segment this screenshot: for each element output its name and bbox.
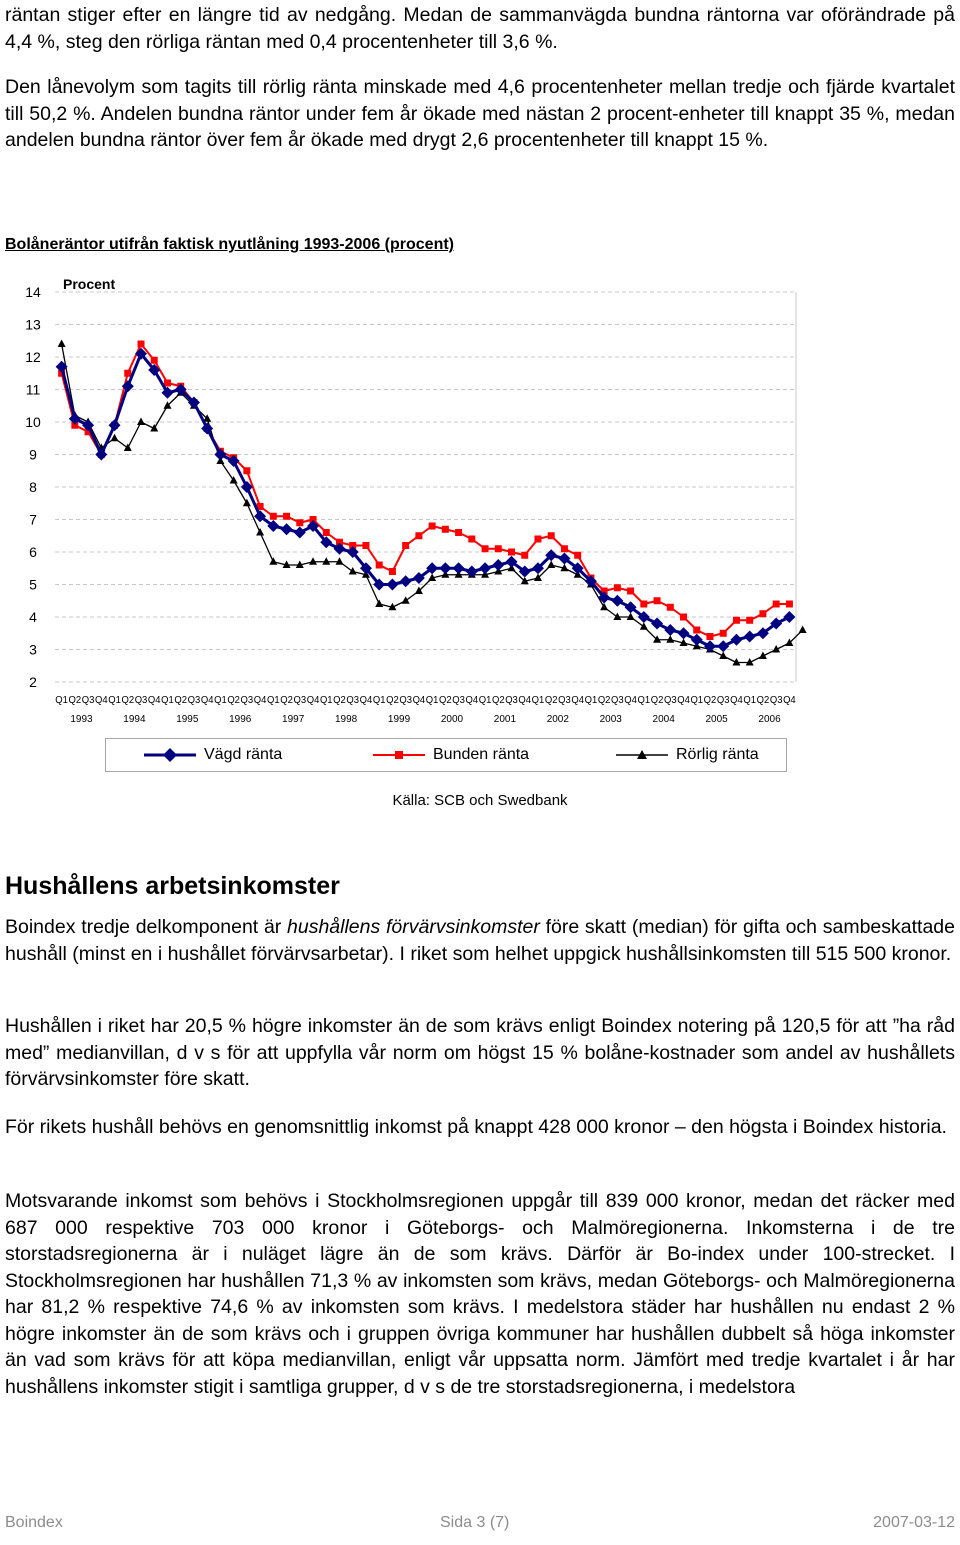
chart-title: Bolåneräntor utifrån faktisk nyutlåning 1993-2006 (procent) [5,236,454,253]
data-point [640,622,648,630]
x-tick-year: 2004 [652,714,675,725]
x-axis-years [70,714,781,725]
data-point [281,523,293,535]
data-point [574,552,581,559]
data-point [744,631,756,643]
x-tick-quarter: Q4 [147,695,161,706]
data-point [640,601,647,608]
data-point [439,562,451,574]
data-point [492,559,504,571]
x-tick-quarter: Q3 [240,695,254,706]
series-square [58,341,793,641]
x-tick-quarter: Q3 [663,695,678,706]
y-tick-label: 11 [25,381,41,398]
x-tick-quarter: Q4 [253,695,267,706]
y-tick-label: 4 [29,609,37,625]
data-point [442,526,449,533]
x-tick-quarter: Q3 [81,695,95,706]
x-tick-quarter: Q1 [531,695,545,706]
x-tick-quarter: Q2 [280,695,294,706]
data-point [547,561,555,569]
data-point [335,557,343,565]
section-paragraph-1-emphasis: hushållens förvärvsinkomster [287,916,540,938]
x-tick-quarter: Q4 [306,695,320,706]
x-tick-quarter: Q3 [187,695,201,706]
x-tick-quarter: Q1 [584,695,598,706]
y-tick-label: 13 [25,316,41,333]
data-point [309,557,317,565]
data-point [402,596,410,604]
data-point [375,600,383,608]
x-tick-quarter: Q4 [94,695,109,706]
data-point [270,513,277,520]
x-tick-quarter: Q3 [716,695,730,706]
x-tick-year: 1996 [229,714,252,725]
x-tick-year: 1998 [334,714,358,725]
data-point [333,543,345,555]
data-point [415,532,422,539]
y-tick-label: 6 [29,544,37,560]
data-point [706,633,713,640]
data-point [786,601,793,608]
section-paragraph-1 [5,914,955,967]
x-tick-quarter: Q2 [68,695,82,706]
x-tick-quarter: Q2 [544,695,558,706]
data-point [613,613,621,621]
x-tick-quarter: Q2 [121,695,135,706]
data-point [243,467,250,474]
y-tick-label: 8 [29,479,37,495]
x-tick-year: 2001 [493,714,517,725]
x-tick-quarter: Q3 [558,695,572,706]
legend-item-fixed [373,739,529,771]
x-tick-quarter: Q1 [214,695,228,706]
legend-fixed-label: Bunden ränta [433,746,530,763]
data-point [400,575,412,587]
x-tick-quarter: Q2 [333,695,347,706]
data-point [453,562,465,574]
data-point [322,557,330,565]
data-point [783,611,795,623]
x-tick-quarter: Q1 [637,695,651,706]
data-point [678,627,690,639]
footer-date: 2007-03-12 [873,1514,955,1531]
x-tick-quarter: Q3 [346,695,360,706]
data-point [402,542,409,549]
legend-weighted-label: Vägd ränta [204,746,283,763]
data-point [611,595,623,607]
x-tick-quarter: Q4 [624,695,638,706]
intro-paragraph-1: räntan stiger efter en längre tid av nedgång. Medan de sammanvägda bundna räntorna var oförändrade på 4,4 %, steg den rörliga räntan med 0,4 procentenheter till 3,6 %. [5,4,955,53]
series-line [62,354,790,647]
y-tick-label: 7 [29,511,37,528]
x-tick-quarter: Q1 [743,695,757,706]
data-point [799,626,807,634]
data-point [109,419,121,431]
x-tick-quarter: Q3 [769,695,783,706]
data-point [466,566,478,578]
data-point [521,552,528,559]
legend-weighted-swatch [144,745,196,765]
data-point [376,562,383,569]
data-point [468,536,475,543]
data-point [56,361,68,373]
section-paragraph-1-end: före skatt (median) för gifta och sambeskattade hushåll (minst en i hushållet förvärvsarbetar). I riket som helhet uppgick hushållsinkomsten till 515 500 kronor. [5,916,955,965]
legend-variable-label: Rörlig ränta [676,746,759,763]
data-point [693,627,700,634]
x-tick-quarter: Q2 [703,695,717,706]
y-tick-label: 9 [29,446,37,463]
data-point [482,545,489,552]
x-tick-quarter: Q1 [161,695,175,706]
series-diamond [56,348,796,653]
data-point [138,341,145,348]
chart-grid [55,292,796,682]
x-tick-quarter: Q4 [200,695,214,706]
data-point [386,579,398,591]
data-point [294,527,306,539]
x-tick-year: 2002 [546,714,569,725]
data-point [614,584,621,591]
interest-rate-chart [0,270,960,730]
x-tick-quarter: Q1 [372,695,386,706]
legend-item-weighted [144,739,282,771]
section-paragraph-1-start: Boindex tredje delkomponent är [5,916,288,938]
x-tick-quarter: Q4 [412,695,426,706]
intro-paragraph-2: Den lånevolym som tagits till rörlig ränta minskade med 4,6 procentenheter mellan tredje och fjärde kvartalet till 50,2 %. Andelen bundna räntor under fem år ökade med nästan 2 procent-enheter till knappt 35 %, medan andelen bundna räntor över fem år ökade med drygt 2,6 procentenheter till knappt 15 %. [5,76,955,151]
x-axis-quarters [55,695,796,706]
data-point [627,613,635,621]
x-tick-quarter: Q1 [108,695,122,706]
x-tick-quarter: Q2 [386,695,400,706]
y-tick-label: 2 [29,674,37,690]
y-axis-label: Procent [63,276,116,292]
legend-fixed-swatch [373,745,425,765]
data-point [733,617,740,624]
y-axis-ticks [25,284,41,690]
y-tick-label: 5 [29,576,37,593]
data-point [720,630,727,637]
footer-left: Boindex [5,1514,63,1531]
data-point [600,603,608,611]
x-tick-year: 1993 [70,714,93,725]
x-tick-quarter: Q3 [134,695,148,706]
chart-legend [105,738,787,772]
data-point [534,536,541,543]
x-tick-year: 2003 [599,714,622,725]
data-point [269,557,277,565]
x-tick-year: 2005 [705,714,728,725]
data-point [243,499,251,507]
x-tick-year: 1994 [123,714,146,725]
x-tick-year: 1995 [176,714,199,725]
x-tick-quarter: Q2 [756,695,770,706]
data-point [746,617,753,624]
data-point [717,640,729,652]
data-point [548,532,555,539]
data-point [69,413,81,425]
data-point [730,634,742,646]
x-tick-quarter: Q1 [690,695,704,706]
section-paragraph-4: Motsvarande inkomst som behövs i Stockholmsregionen uppgår till 839 000 kronor, medan det räcker med 687 000 respektive 703 000 kronor i Göteborgs- och Malmöregionerna. Inkomsterna i de tre storstadsregionerna är i nuläget lägre än de som krävs. Därför är Bo-index under 100-strecket. I Stockholmsregionen har hushållen 71,3 % av inkomsten som krävs, medan Göteborgs- och Malmöregionerna har 81,2 % respektive 74,6 % av inkomsten som krävs. I medelstora städer har hushållen nu endast 2 % högre inkomster än de som krävs och i gruppen övriga kommuner har hushållen dubbelt så höga inkomster än vad som krävs för att köpa medianvillan, enligt vår uppsatta norm. Jämfört med tredje kvartalet i år har hushållens inkomster stigit i samtliga grupper, d v s de tre storstadsregionerna, i medelstora [5,1190,955,1398]
x-tick-quarter: Q1 [425,695,439,706]
data-point [651,618,663,630]
x-tick-quarter: Q4 [783,695,797,706]
data-point [389,568,396,575]
data-point [680,614,687,621]
x-tick-quarter: Q4 [359,695,373,706]
x-tick-quarter: Q2 [597,695,611,706]
data-point [151,357,158,364]
section-paragraph-3: För rikets hushåll behövs en genomsnittlig inkomst på knappt 428 000 kronor – den högsta i Boindex historia. [5,1116,947,1138]
x-tick-quarter: Q4 [730,695,744,706]
y-tick-label: 3 [29,641,37,658]
data-point [495,545,502,552]
x-tick-quarter: Q2 [650,695,664,706]
data-point [164,380,171,387]
data-point [296,519,303,526]
x-tick-year: 2006 [758,714,781,725]
data-point [137,418,145,426]
x-tick-quarter: Q1 [55,695,69,706]
chart-source: Källa: SCB och Swedbank [392,792,568,809]
y-tick-label: 10 [25,414,41,430]
data-point [124,370,131,377]
data-point [664,624,676,636]
data-point [214,449,226,461]
data-point [362,542,369,549]
x-tick-quarter: Q2 [491,695,506,706]
data-point [256,528,264,536]
x-tick-year: 2000 [440,714,464,725]
data-point [691,634,703,646]
data-point [349,567,357,575]
section-heading: Hushållens arbetsinkomster [5,872,340,900]
data-point [479,562,491,574]
x-tick-quarter: Q3 [611,695,625,706]
x-tick-quarter: Q4 [571,695,585,706]
data-point [323,529,330,536]
data-point [58,340,66,348]
x-tick-quarter: Q4 [465,695,479,706]
x-tick-quarter: Q3 [505,695,519,706]
y-tick-label: 14 [25,284,41,300]
x-tick-quarter: Q4 [677,695,691,706]
data-point [429,523,436,530]
data-point [283,513,290,520]
data-point [161,387,173,399]
y-tick-label: 12 [25,349,41,365]
data-point [666,635,674,643]
x-tick-year: 1997 [282,714,305,725]
data-point [455,529,462,536]
data-point [627,588,634,595]
series-line [62,344,790,637]
data-point [95,449,107,461]
data-point [124,444,132,452]
legend-item-variable [616,739,759,771]
x-tick-year: 1999 [387,714,411,725]
footer-page-number: Sida 3 (7) [440,1514,510,1531]
section-paragraph-2: Hushållen i riket har 20,5 % högre inkomster än de som krävs enligt Boindex notering på 120,5 för att ”ha råd med” medianvillan, d v s för att uppfylla vår norm om högst 15 % bolåne-kostnader som andel av hushållets förvärvsinkomster före skatt. [5,1015,955,1090]
x-tick-quarter: Q2 [439,695,453,706]
data-point [704,640,716,652]
x-tick-quarter: Q1 [267,695,281,706]
x-tick-quarter: Q2 [227,695,241,706]
x-tick-quarter: Q2 [174,695,188,706]
x-tick-quarter: Q4 [518,695,532,706]
data-point [773,601,780,608]
x-tick-quarter: Q1 [319,695,333,706]
data-point [667,604,674,611]
x-tick-quarter: Q3 [452,695,466,706]
x-tick-quarter: Q3 [399,695,413,706]
data-point [759,610,766,617]
legend-variable-swatch [616,745,668,765]
x-tick-quarter: Q3 [293,695,307,706]
data-point [508,549,515,556]
data-point [654,597,661,604]
data-point [561,545,568,552]
x-tick-quarter: Q1 [478,695,492,706]
